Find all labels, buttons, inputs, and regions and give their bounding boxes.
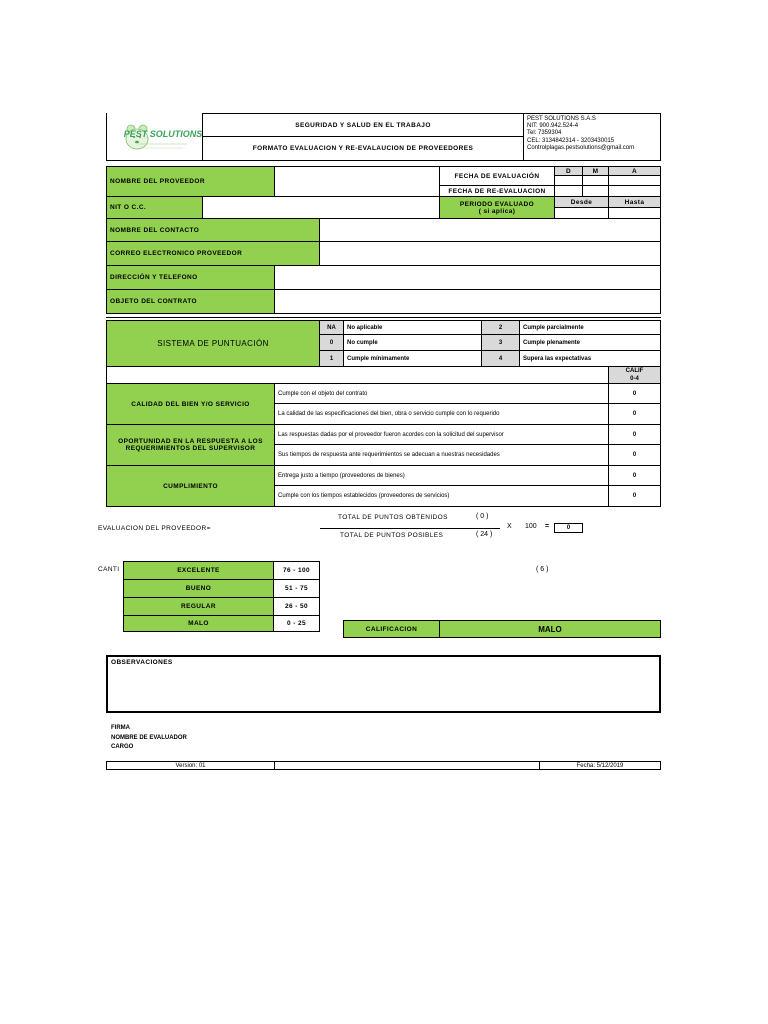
- score-code-2: 2: [481, 320, 520, 335]
- address-label: DIRECCIÓN Y TELEFONO: [106, 265, 275, 290]
- score-text-4: Supera las expectativas: [519, 350, 661, 367]
- criteria-row-text: Sus tiempos de respuesta ante requerimientos se adecuan a nuestras necesidades: [274, 444, 609, 466]
- times-sign: X: [507, 523, 512, 530]
- score-text-0: No cumple: [343, 334, 482, 351]
- criteria-row-score[interactable]: 0: [608, 403, 661, 425]
- score-code-4: 4: [481, 350, 520, 367]
- signature-firma: FIRMA: [111, 725, 130, 731]
- range-value: 26 - 50: [273, 597, 320, 616]
- criteria-row-score[interactable]: 0: [608, 424, 661, 445]
- criteria-row-text: Entrega justo a tiempo (proveedores de bienes): [274, 465, 609, 486]
- range-value: 0 - 25: [273, 615, 320, 632]
- footer-middle: [274, 761, 540, 770]
- period-from-label: Desde: [554, 196, 609, 208]
- points-obtained-value: ( 0 ): [476, 513, 489, 520]
- scoring-top-rule: [106, 317, 661, 318]
- score-code-1: 1: [319, 350, 344, 367]
- header-title-1: SEGURIDAD Y SALUD EN EL TRABAJO: [202, 113, 524, 137]
- signature-cargo: CARGO: [111, 744, 134, 750]
- calif-header: CALIF 0-4: [608, 366, 661, 384]
- contact-label: NOMBRE DEL CONTACTO: [106, 218, 320, 242]
- object-field[interactable]: [274, 289, 661, 314]
- observations-label: OBSERVACIONES: [111, 659, 173, 666]
- period-label: PERIODO EVALUADO ( si aplica): [439, 196, 555, 219]
- email-field[interactable]: [319, 241, 661, 266]
- criteria-header-blank: [106, 366, 609, 384]
- criteria-group-compliance: CUMPLIMIENTO: [106, 465, 275, 507]
- address-field[interactable]: [274, 265, 661, 290]
- points-possible-label: TOTAL DE PUNTOS POSIBLES: [340, 532, 444, 539]
- footer-date: Fecha: 5/12/2019: [539, 761, 661, 770]
- criteria-row-text: La calidad de las especificaciones del bien, obra o servicio cumple con lo requerido: [274, 403, 609, 425]
- company-cel: CEL: 3134842314 - 3203430015: [527, 137, 615, 144]
- criteria-group-quality: CALIDAD DEL BIEN Y/O SERVICIO: [106, 383, 275, 425]
- range-label: REGULAR: [123, 597, 274, 616]
- calification-label: CALIFICACION: [343, 620, 440, 638]
- header-title-2: FORMATO EVALUACION Y RE-EVALAUCION DE PROVEEDORES: [202, 136, 524, 161]
- criteria-count: ( 6 ): [536, 566, 549, 573]
- company-tel: Tel: 7359304: [527, 130, 562, 137]
- criteria-row-score[interactable]: 0: [608, 485, 661, 507]
- range-label: MALO: [123, 615, 274, 632]
- fraction-line: [320, 528, 500, 529]
- equals-sign: =: [545, 523, 550, 530]
- points-possible-value: ( 24 ): [476, 531, 493, 538]
- email-label: CORREO ELECTRONICO PROVEEDOR: [106, 241, 320, 266]
- criteria-row-score[interactable]: 0: [608, 383, 661, 404]
- company-email: Controlplagas.pestsolutions@gmail.com: [527, 144, 635, 151]
- calification-value: MALO: [439, 620, 661, 638]
- criteria-row-score[interactable]: 0: [608, 465, 661, 486]
- provider-name-field[interactable]: [274, 166, 440, 197]
- criteria-row-score[interactable]: 0: [608, 444, 661, 466]
- hundred-value: 100: [525, 523, 537, 530]
- provider-name-label: NOMBRE DEL PROVEEDOR: [106, 166, 275, 197]
- date-col-d: D: [554, 166, 583, 176]
- score-text-1: Cumple mínimamente: [343, 350, 482, 367]
- score-code-3: 3: [481, 334, 520, 351]
- date-col-m: M: [582, 166, 609, 176]
- nit-label: NIT O C.C.: [106, 196, 203, 219]
- range-value: 51 - 75: [273, 579, 320, 598]
- header-logo-cell: [106, 113, 203, 161]
- eval-date-label: FECHA DE EVALUACIÓN: [439, 166, 555, 186]
- ranges-side-label: CANTI: [98, 566, 120, 573]
- score-code-0: 0: [319, 334, 344, 351]
- signature-evaluator: NOMBRE DE EVALUADOR: [111, 735, 187, 741]
- range-label: BUENO: [123, 579, 274, 598]
- object-label: OBJETO DEL CONTRATO: [106, 289, 275, 314]
- score-text-3: Cumple plenamente: [519, 334, 661, 351]
- company-info: [523, 113, 661, 161]
- criteria-row-text: Cumple con los tiempos establecidos (proveedores de servicios): [274, 485, 609, 507]
- evaluation-label: EVALUACION DEL PROVEEDOR=: [98, 525, 211, 532]
- company-logo: [117, 117, 203, 155]
- criteria-row-text: Las respuestas dadas por el proveedor fueron acordes con la solicitud del supervisor: [274, 424, 609, 445]
- score-code-na: NA: [319, 320, 344, 335]
- observations-box[interactable]: [106, 655, 661, 713]
- footer-version: Version: 01: [106, 761, 275, 770]
- scoring-title: SISTEMA DE PUNTUACIÓN: [106, 320, 320, 367]
- criteria-group-opportunity: OPORTUNIDAD EN LA RESPUESTA A LOS REQUERIMIENTOS DEL SUPERVISOR: [106, 424, 275, 466]
- reeval-date-label: FECHA DE RE-EVALUACION: [439, 185, 555, 197]
- svg-text:PEST SOLUTIONS: PEST SOLUTIONS: [123, 129, 203, 139]
- points-obtained-label: TOTAL DE PUNTOS OBTENIDOS: [338, 514, 448, 521]
- criteria-row-text: Cumple con el objeto del contrato: [274, 383, 609, 404]
- contact-field[interactable]: [319, 218, 661, 242]
- score-text-na: No aplicable: [343, 320, 482, 335]
- score-text-2: Cumple parcialmente: [519, 320, 661, 335]
- evaluation-result: 0: [554, 523, 583, 533]
- period-to-label: Hasta: [608, 196, 661, 208]
- nit-field[interactable]: [202, 196, 440, 219]
- date-col-a: A: [608, 166, 661, 176]
- company-name: PEST SOLUTIONS S.A.S: [527, 116, 596, 122]
- range-value: 76 - 100: [273, 561, 320, 580]
- range-label: EXCELENTE: [123, 561, 274, 580]
- company-nit: NIT: 900.942.524-4: [527, 123, 579, 130]
